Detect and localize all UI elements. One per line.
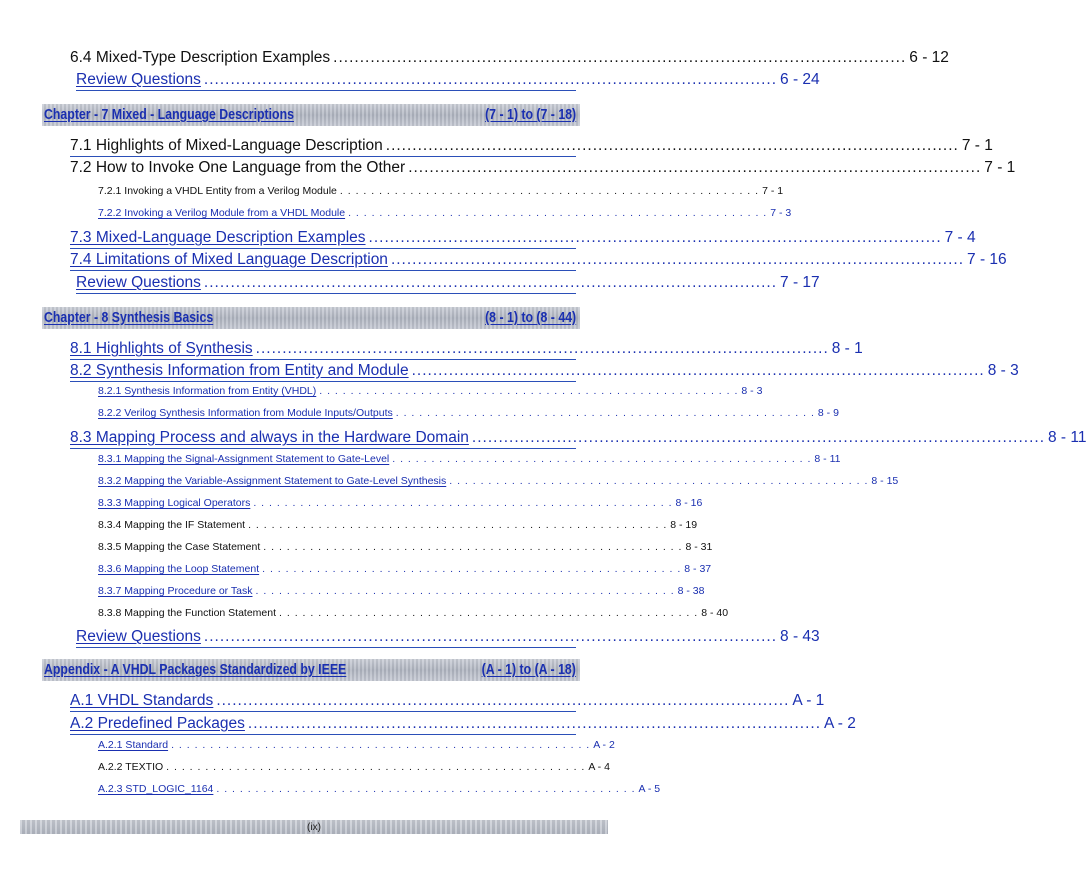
toc-entry-title: 8.3.2 Mapping the Variable-Assignment Statement to Gate-Level Synthesis: [98, 475, 447, 487]
page-number: (ix): [307, 821, 321, 833]
toc-entry-page: 8 - 15: [871, 475, 899, 487]
toc-entry-page: A - 1: [792, 692, 825, 709]
toc-entry-title: 8.2 Synthesis Information from Entity and Module: [70, 362, 409, 379]
toc-entry-8-3[interactable]: 8.3 Mapping Process and always in the Hardware Domain ............................................................................................................ 8 - 11: [70, 428, 576, 449]
chapter-range: (7 - 1) to (7 - 18): [484, 107, 576, 123]
toc-entry-title: A.2 Predefined Packages: [70, 715, 245, 732]
toc-entry-page: 6 - 12: [909, 49, 949, 66]
toc-entry-title: 7.3 Mixed-Language Description Examples: [70, 229, 366, 246]
toc-entry-title: A.2.1 Standard: [98, 739, 169, 751]
page-footer: [20, 820, 608, 834]
toc-entry-title: 7.1 Highlights of Mixed-Language Description: [70, 137, 383, 154]
chapter-7-heading[interactable]: [42, 104, 580, 126]
toc-entry-page: 7 - 1: [762, 185, 784, 197]
toc-entry-8-2-1[interactable]: 8.2.1 Synthesis Information from Entity (VHDL) . . . . . . . . . . . . . . . . . . . . . . . . . . . . . . . . . . . . . . . . . . . . . . . . . . . . . . 8 - 3: [98, 385, 763, 397]
toc-entry-8-3-4[interactable]: 8.3.4 Mapping the IF Statement . . . . . . . . . . . . . . . . . . . . . . . . . . . . . . . . . . . . . . . . . . . . . . . . . . . . . . 8 - 19: [98, 519, 698, 531]
toc-entry-page: 7 - 1: [984, 159, 1016, 176]
toc-entry-7-2[interactable]: 7.2 How to Invoke One Language from the Other ............................................................................................................ 7 - 1: [70, 159, 1016, 176]
toc-entry-page: 8 - 43: [780, 628, 820, 645]
toc-entry-title: 7.4 Limitations of Mixed Language Description: [70, 251, 388, 268]
toc-entry-7-4[interactable]: 7.4 Limitations of Mixed Language Description ............................................................................................................ 7 - 16: [70, 250, 576, 271]
toc-entry-title: 8.3.6 Mapping the Loop Statement: [98, 563, 260, 575]
toc-entry-page: 7 - 17: [780, 274, 820, 291]
toc-entry-title: A.1 VHDL Standards: [70, 692, 214, 709]
toc-entry-title: 8.1 Highlights of Synthesis: [70, 340, 253, 357]
toc-entry-8-3-5[interactable]: 8.3.5 Mapping the Case Statement . . . . . . . . . . . . . . . . . . . . . . . . . . . . . . . . . . . . . . . . . . . . . . . . . . . . . . 8 - 31: [98, 541, 713, 553]
toc-entry-page: A - 5: [638, 783, 661, 795]
toc-entry-page: A - 4: [588, 761, 610, 773]
toc-entry-page: 8 - 11: [1048, 429, 1087, 446]
toc-entry-8-2-2[interactable]: 8.2.2 Verilog Synthesis Information from Module Inputs/Outputs . . . . . . . . . . . . . . . . . . . . . . . . . . . . . . . . . . . . . . . . . . . . . . . . . . . . . . 8 - 9: [98, 407, 839, 419]
toc-entry-page: 8 - 40: [701, 607, 729, 619]
toc-entry-page: 8 - 37: [684, 563, 712, 575]
toc-entry-title: 7.2 How to Invoke One Language from the Other: [70, 159, 406, 176]
toc-entry-page: 7 - 3: [770, 207, 792, 219]
toc-entry-page: 8 - 3: [987, 362, 1019, 379]
toc-entry-title: 8.3.8 Mapping the Function Statement: [98, 607, 277, 619]
toc-entry-page: 8 - 1: [831, 340, 863, 357]
toc-entry-page: 8 - 31: [685, 541, 713, 553]
toc-entry-page: 8 - 16: [675, 497, 703, 509]
chapter-title: Chapter - 7 Mixed - Language Descriptions: [44, 107, 294, 123]
chapter-range: (A - 1) to (A - 18): [481, 662, 576, 678]
toc-entry-title: 8.2.2 Verilog Synthesis Information from Module Inputs/Outputs: [98, 407, 393, 419]
toc-entry-6-4[interactable]: 6.4 Mixed-Type Description Examples ............................................................................................................ 6 - 12: [70, 49, 949, 66]
toc-entry-title: Review Questions: [76, 274, 201, 291]
toc-entry-title: A.2.2 TEXTIO: [98, 761, 164, 773]
toc-entry-a-2-3[interactable]: A.2.3 STD_LOGIC_1164 . . . . . . . . . . . . . . . . . . . . . . . . . . . . . . . . . . . . . . . . . . . . . . . . . . . . . . A - 5: [98, 783, 661, 795]
toc-entry-title: 6.4 Mixed-Type Description Examples: [70, 49, 331, 66]
toc-entry-7-2-1[interactable]: 7.2.1 Invoking a VHDL Entity from a Verilog Module . . . . . . . . . . . . . . . . . . . . . . . . . . . . . . . . . . . . . . . . . . . . . . . . . . . . . . 7 - 1: [98, 185, 784, 197]
toc-entry-a-2-1[interactable]: A.2.1 Standard . . . . . . . . . . . . . . . . . . . . . . . . . . . . . . . . . . . . . . . . . . . . . . . . . . . . . . A - 2: [98, 739, 615, 751]
toc-entry-title: Review Questions: [76, 628, 201, 645]
toc-entry-title: Review Questions: [76, 71, 201, 88]
appendix-a-heading[interactable]: [42, 659, 580, 681]
toc-entry-title: 7.2.2 Invoking a Verilog Module from a VHDL Module: [98, 207, 346, 219]
toc-entry-page: 8 - 11: [814, 453, 841, 465]
toc-entry-title: 8.3.1 Mapping the Signal-Assignment Statement to Gate-Level: [98, 453, 390, 465]
toc-entry-page: A - 2: [593, 739, 615, 751]
toc-entry-page: 7 - 1: [961, 137, 993, 154]
chapter-title: Chapter - 8 Synthesis Basics: [44, 310, 214, 326]
toc-entry-8-1[interactable]: 8.1 Highlights of Synthesis ............................................................................................................ 8 - 1: [70, 339, 576, 360]
toc-entry-8-3-7[interactable]: 8.3.7 Mapping Procedure or Task . . . . . . . . . . . . . . . . . . . . . . . . . . . . . . . . . . . . . . . . . . . . . . . . . . . . . . 8 - 38: [98, 585, 705, 597]
toc-entry-page: 7 - 16: [967, 251, 1007, 268]
chapter-range: (8 - 1) to (8 - 44): [484, 310, 576, 326]
toc-entry-review-8[interactable]: Review Questions ............................................................................................................ 8 - 43: [76, 627, 576, 648]
toc-entry-title: 8.2.1 Synthesis Information from Entity (VHDL): [98, 385, 317, 397]
toc-entry-8-3-8[interactable]: 8.3.8 Mapping the Function Statement . . . . . . . . . . . . . . . . . . . . . . . . . . . . . . . . . . . . . . . . . . . . . . . . . . . . . . 8 - 40: [98, 607, 729, 619]
toc-entry-title: 8.3 Mapping Process and always in the Hardware Domain: [70, 429, 469, 446]
toc-entry-8-3-2[interactable]: 8.3.2 Mapping the Variable-Assignment Statement to Gate-Level Synthesis . . . . . . . . . . . . . . . . . . . . . . . . . . . . . . . . . . . . . . . . . . . . . . . . . . . . . . 8 - 15: [98, 475, 899, 487]
toc-entry-review-6[interactable]: Review Questions ............................................................................................................ 6 - 24: [76, 70, 576, 91]
toc-entry-a-2-2[interactable]: A.2.2 TEXTIO . . . . . . . . . . . . . . . . . . . . . . . . . . . . . . . . . . . . . . . . . . . . . . . . . . . . . . A - 4: [98, 761, 610, 773]
toc-entry-a-1[interactable]: A.1 VHDL Standards ............................................................................................................ A - 1: [70, 691, 576, 712]
toc-entry-page: 8 - 9: [817, 407, 839, 419]
toc-entry-title: 8.3.7 Mapping Procedure or Task: [98, 585, 253, 597]
toc-entry-title: A.2.3 STD_LOGIC_1164: [98, 783, 214, 795]
toc-entry-title: 7.2.1 Invoking a VHDL Entity from a Verilog Module: [98, 185, 337, 197]
chapter-8-heading[interactable]: [42, 307, 580, 329]
toc-entry-7-1[interactable]: 7.1 Highlights of Mixed-Language Description ............................................................................................................ 7 - 1: [70, 136, 576, 157]
toc-entry-8-3-3[interactable]: 8.3.3 Mapping Logical Operators . . . . . . . . . . . . . . . . . . . . . . . . . . . . . . . . . . . . . . . . . . . . . . . . . . . . . . 8 - 16: [98, 497, 703, 509]
toc-entry-page: 7 - 4: [944, 229, 976, 246]
toc-entry-page: 8 - 38: [677, 585, 705, 597]
toc-entry-page: A - 2: [824, 715, 856, 732]
toc-entry-8-3-1[interactable]: 8.3.1 Mapping the Signal-Assignment Statement to Gate-Level . . . . . . . . . . . . . . . . . . . . . . . . . . . . . . . . . . . . . . . . . . . . . . . . . . . . . . 8 - 11: [98, 453, 841, 465]
toc-entry-a-2[interactable]: A.2 Predefined Packages ............................................................................................................ A - 2: [70, 714, 576, 735]
toc-entry-title: 8.3.3 Mapping Logical Operators: [98, 497, 251, 509]
toc-entry-page: 6 - 24: [780, 71, 820, 88]
toc-entry-review-7[interactable]: Review Questions ............................................................................................................ 7 - 17: [76, 273, 576, 294]
toc-entry-8-2[interactable]: 8.2 Synthesis Information from Entity and Module ............................................................................................................ 8 - 3: [70, 361, 576, 382]
toc-entry-title: 8.3.4 Mapping the IF Statement: [98, 519, 246, 531]
toc-entry-title: 8.3.5 Mapping the Case Statement: [98, 541, 261, 553]
toc-entry-page: 8 - 3: [741, 385, 763, 397]
toc-entry-7-3[interactable]: 7.3 Mixed-Language Description Examples ............................................................................................................ 7 - 4: [70, 228, 576, 249]
chapter-title: Appendix - A VHDL Packages Standardized by IEEE: [44, 662, 347, 678]
toc-entry-8-3-6[interactable]: 8.3.6 Mapping the Loop Statement . . . . . . . . . . . . . . . . . . . . . . . . . . . . . . . . . . . . . . . . . . . . . . . . . . . . . . 8 - 37: [98, 563, 712, 575]
toc-entry-7-2-2[interactable]: 7.2.2 Invoking a Verilog Module from a VHDL Module . . . . . . . . . . . . . . . . . . . . . . . . . . . . . . . . . . . . . . . . . . . . . . . . . . . . . . 7 - 3: [98, 207, 792, 219]
toc-entry-page: 8 - 19: [670, 519, 698, 531]
